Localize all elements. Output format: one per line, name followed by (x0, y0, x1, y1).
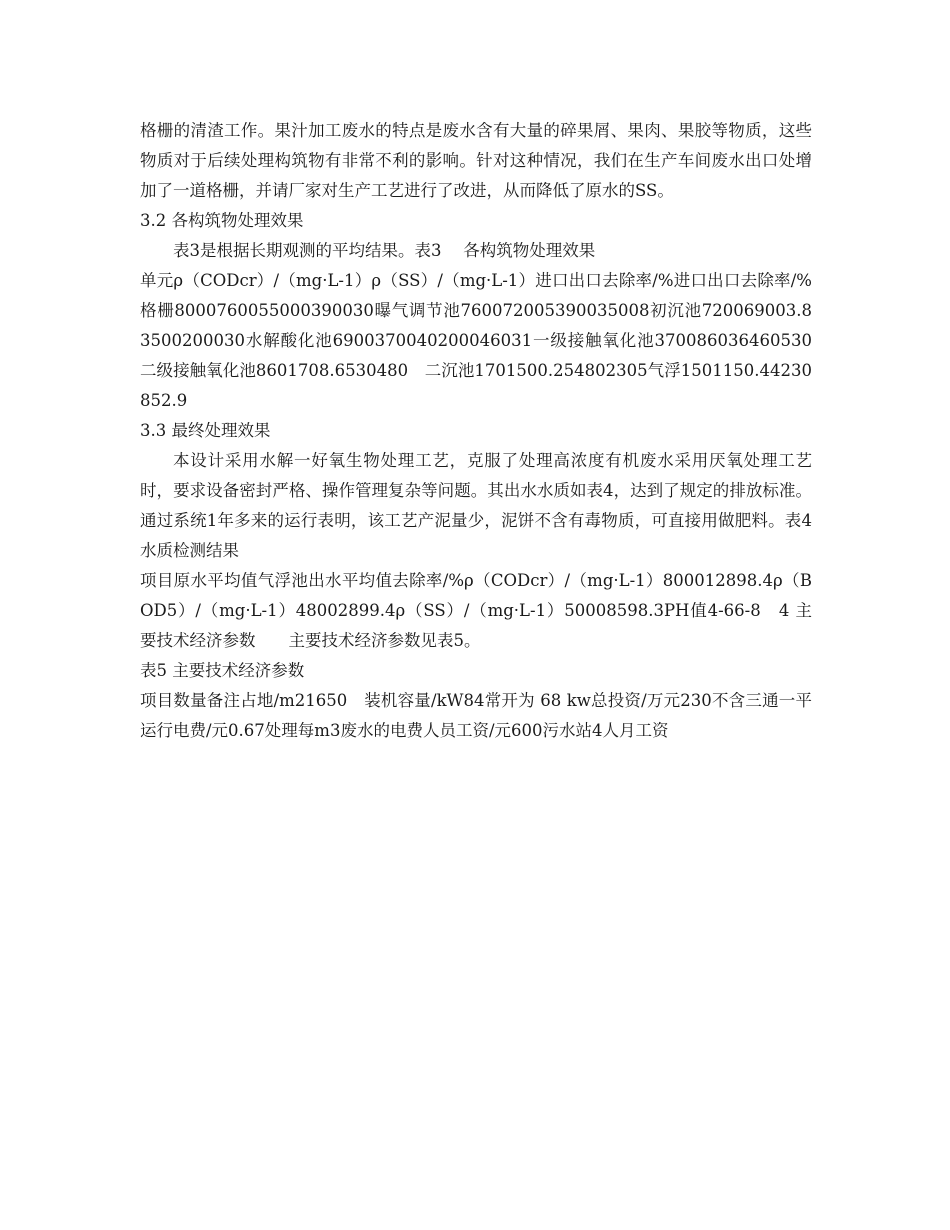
table3-flattened-text: 单元ρ（CODcr）/（mg·L-1）ρ（SS）/（mg·L-1）进口出口去除率/%进口出口去除率/%格栅8000760055000390030曝气调节池760072005390035008初沉池720069003.83500200030水解酸化池6900370040200046031一级接触氧化池370086036460530 二级接触氧化池8601708.6530480 二沉池1701500.254802305气浮1501150.44230852.9 (140, 271, 829, 410)
table5-flattened-text: 项目数量备注占地/m21650 装机容量/kW84常开为 68 kw总投资/万元230不含三通一平运行电费/元0.67处理每m3废水的电费人员工资/元600污水站4人月工资 (140, 691, 812, 740)
body-paragraph-grille: 格栅的清渣工作。果汁加工废水的特点是废水含有大量的碎果屑、果肉、果胶等物质，这些物质对于后续处理构筑物有非常不利的影响。针对这种情况，我们在生产车间废水出口处增加了一道格栅，并请厂家对生产工艺进行了改进，从而降低了原水的SS。 (140, 121, 812, 200)
body-paragraph-table3-intro: 表3是根据长期观测的平均结果。表3 各构筑物处理效果 (173, 241, 596, 260)
body-paragraph-final-effect: 本设计采用水解一好氧生物处理工艺，克服了处理高浓度有机废水采用厌氧处理工艺时，要求设备密封严格、操作管理复杂等问题。其出水水质如表4，达到了规定的排放标准。通过系统1年多来的运行表明，该工艺产泥量少，泥饼不含有毒物质，可直接用做肥料。表4 水质检测结果 (140, 451, 812, 560)
section-heading-3-2: 3.2 各构筑物处理效果 (140, 211, 304, 230)
document-page (140, 116, 829, 746)
table5-title: 表5 主要技术经济参数 (140, 661, 305, 680)
table4-flattened-text: 项目原水平均值气浮池出水平均值去除率/%ρ（CODcr）/（mg·L-1）800012898.4ρ（BOD5）/（mg·L-1）48002899.4ρ（SS）/（mg·L-1）50008598.3PH值4-66-8 4 主要技术经济参数 主要技术经济参数见表5。 (140, 571, 812, 650)
section-heading-3-3: 3.3 最终处理效果 (140, 421, 271, 440)
